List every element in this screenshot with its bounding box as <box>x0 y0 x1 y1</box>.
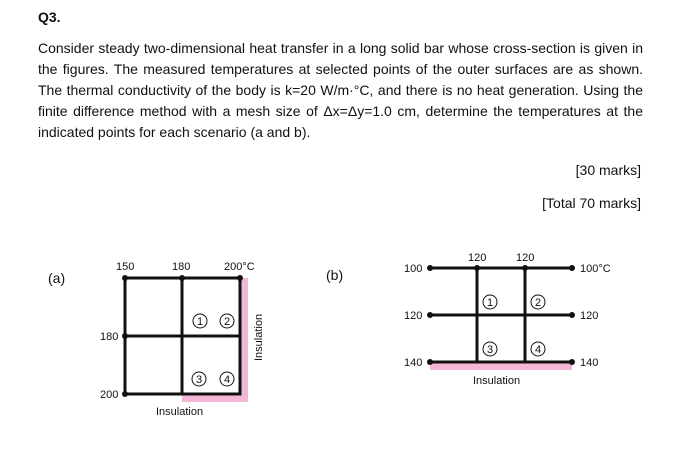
figure-b-boundary-point <box>474 265 480 271</box>
question-number: Q3. <box>38 9 61 25</box>
figure-a-boundary-point <box>122 391 128 397</box>
figure-a-top-label: 180 <box>172 261 191 273</box>
figure-b-left-label: 140 <box>404 357 423 369</box>
figure-b-bottom-insulation-label: Insulation <box>473 375 521 387</box>
figure-b-node-number: 1 <box>486 297 494 309</box>
figure-b-boundary-point <box>569 312 575 318</box>
figure-b-left-label: 120 <box>404 310 423 322</box>
figure-b-node-4 <box>531 342 545 356</box>
figure-a-right-insulation-label: Insulation <box>253 313 265 361</box>
figure-b-boundary-point <box>522 265 528 271</box>
figure-a-boundary-point <box>122 333 128 339</box>
figure-b-boundary-point <box>427 265 433 271</box>
figure-a-node-3 <box>192 372 206 386</box>
figure-a-left-label: 180 <box>100 331 119 343</box>
figure-a-node-number: 2 <box>223 316 231 328</box>
figure-b-node-number: 4 <box>534 344 542 356</box>
figure-b-right-label: 120 <box>580 310 599 322</box>
figure-a-node-number: 1 <box>196 316 204 328</box>
figure-a <box>100 261 265 418</box>
figure-a-left-label: 200 <box>100 389 119 401</box>
figure-b-node-1 <box>483 295 497 309</box>
figure-a-boundary-point <box>237 275 243 281</box>
figure-b-top-label: 120 <box>516 252 535 264</box>
figure-b-node-3 <box>483 342 497 356</box>
figure-b-node-number: 3 <box>486 344 494 356</box>
figure-b-boundary-point <box>427 312 433 318</box>
figure-b-boundary-point <box>427 359 433 365</box>
figure-b-right-label: 140 <box>580 357 599 369</box>
figure-a-node-number: 3 <box>195 374 203 386</box>
figure-b-left-label: 100 <box>404 263 423 275</box>
figure-a-label: (a) <box>48 270 66 286</box>
figure-b-node-number: 2 <box>534 297 542 309</box>
question-text: Consider steady two-dimensional heat transfer in a long solid bar whose cross-section is given in the figures. The measured temperatures at selected points of the outer surfaces are as shown. The thermal conductivity of the body is k=20 W/m·°C, and there is no heat generation. Using the finite difference method with a mesh size of Δx=Δy=1.0 cm, determine the temperatures at the indicated points for each scenario (a and b). <box>38 40 643 140</box>
figure-b-top-label: 120 <box>468 252 487 264</box>
figure-b-boundary-point <box>569 359 575 365</box>
figure-a-top-label: 150 <box>116 261 135 273</box>
figure-a-node-4 <box>220 372 234 386</box>
figure-a-node-1 <box>193 314 207 328</box>
figure-a-node-2 <box>220 314 234 328</box>
total-marks: [Total 70 marks] <box>542 195 641 211</box>
figure-a-boundary-point <box>122 275 128 281</box>
figure-b-boundary-point <box>569 265 575 271</box>
question-marks: [30 marks] <box>575 162 641 178</box>
figure-b-right-label: 100°C <box>580 263 611 275</box>
figure-a-node-number: 4 <box>223 374 231 386</box>
figure-b-node-2 <box>531 295 545 309</box>
figure-b <box>404 252 611 387</box>
figure-a-top-label: 200°C <box>224 261 255 273</box>
figure-a-boundary-point <box>179 275 185 281</box>
figure-a-bottom-insulation-label: Insulation <box>156 406 204 418</box>
figure-b-label: (b) <box>326 267 344 283</box>
